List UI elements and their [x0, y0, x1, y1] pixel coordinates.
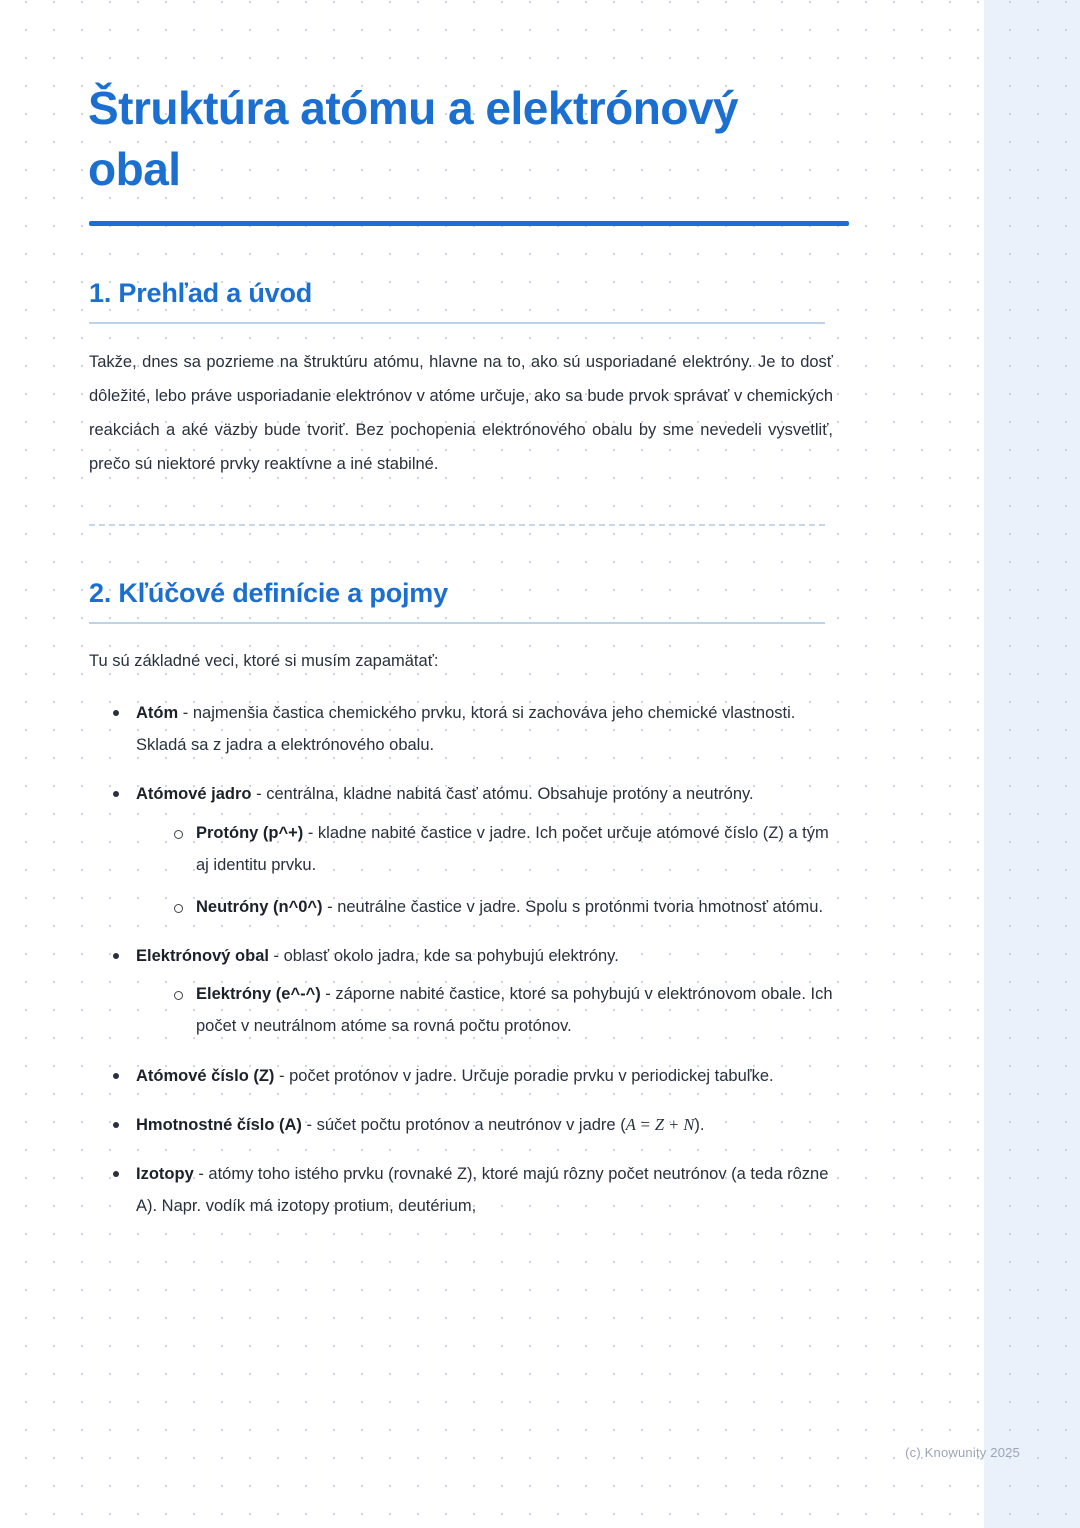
term-definition: - oblasť okolo jadra, kde sa pohybujú elektróny. [268, 947, 619, 966]
term-label: Izotopy [136, 1164, 194, 1183]
list-item [106, 940, 834, 1043]
section-divider-definitions [89, 622, 825, 624]
term-label: Atóm [136, 704, 179, 723]
term-formula: A = Z + N [625, 1114, 695, 1134]
watermark: (c) Knowunity 2025 [905, 1445, 1020, 1460]
term-definition: - kladne nabité častice v jadre. Ich počet určuje atómové číslo (Z) a tým aj identitu prvku. [196, 823, 829, 874]
list-item [170, 891, 834, 923]
term-definition: - záporne nabité častice, ktoré sa pohybujú v elektrónovom obale. Ich počet v neutrálnom atóme sa rovná počtu protónov. [196, 985, 833, 1036]
definition-list [88, 697, 834, 1222]
term-definition: - najmenšia častica chemického prvku, ktorá si zachováva jeho chemické vlastnosti. Skladá sa z jadra a elektrónového obalu. [136, 704, 796, 755]
section-heading-overview: 1. Prehľad a úvod [89, 278, 313, 309]
list-item [106, 697, 834, 761]
term-definition: - súčet počtu protónov a neutrónov v jadre ( [301, 1115, 626, 1134]
term-label: Hmotnostné číslo (A) [136, 1115, 302, 1134]
document-content [88, 0, 834, 1239]
list-item [106, 1158, 834, 1222]
list-item [170, 978, 834, 1042]
dashed-divider [89, 524, 825, 526]
term-label: Neutróny (n^0^) [196, 897, 323, 916]
page-title: Štruktúra atómu a elektrónový obal [88, 82, 739, 195]
term-label: Atómové číslo (Z) [136, 1066, 275, 1085]
term-label: Elektrónový obal [136, 947, 269, 966]
list-item [170, 817, 834, 881]
term-label: Protóny (p^+) [196, 823, 304, 842]
sub-definition-list [136, 817, 834, 924]
term-label: Elektróny (e^-^) [196, 985, 321, 1004]
term-definition: - neutrálne častice v jadre. Spolu s protónmi tvoria hmotnosť atómu. [322, 897, 824, 916]
term-definition: - centrálna, kladne nabitá časť atómu. Obsahuje protóny a neutróny. [251, 785, 754, 804]
section-divider-overview [89, 322, 825, 324]
page-margin-strip [982, 0, 1080, 1528]
list-item [106, 1060, 834, 1092]
term-definition-tail: ). [694, 1115, 705, 1134]
sub-definition-list [136, 978, 834, 1042]
list-item [106, 1109, 834, 1141]
list-item [106, 778, 834, 923]
term-definition: - atómy toho istého prvku (rovnaké Z), ktoré majú rôzny počet neutrónov (a teda rôzne A). Napr. vodík má izotopy protium, deutérium, [136, 1164, 829, 1216]
section-paragraph-overview: Takže, dnes sa pozrieme na štruktúru atómu, hlavne na to, ako sú usporiadané elektróny. Je to dosť dôležité, lebo práve usporiadanie elektrónov v atóme určuje, ako sa bude prvok správať v chemických reakciách a aké väzby bude tvoriť. Bez pochopenia elektrónového obalu by sme nevedeli vysvetliť, prečo sú niektoré prvky reaktívne a iné stabilné. [89, 353, 833, 473]
section-heading-definitions: 2. Kľúčové definície a pojmy [89, 577, 448, 608]
definitions-lead-text: Tu sú základné veci, ktoré si musím zapamätať: [89, 651, 439, 670]
term-label: Atómové jadro [136, 785, 252, 804]
title-divider [89, 221, 849, 226]
term-definition: - počet protónov v jadre. Určuje poradie prvku v periodickej tabuľke. [274, 1066, 774, 1085]
